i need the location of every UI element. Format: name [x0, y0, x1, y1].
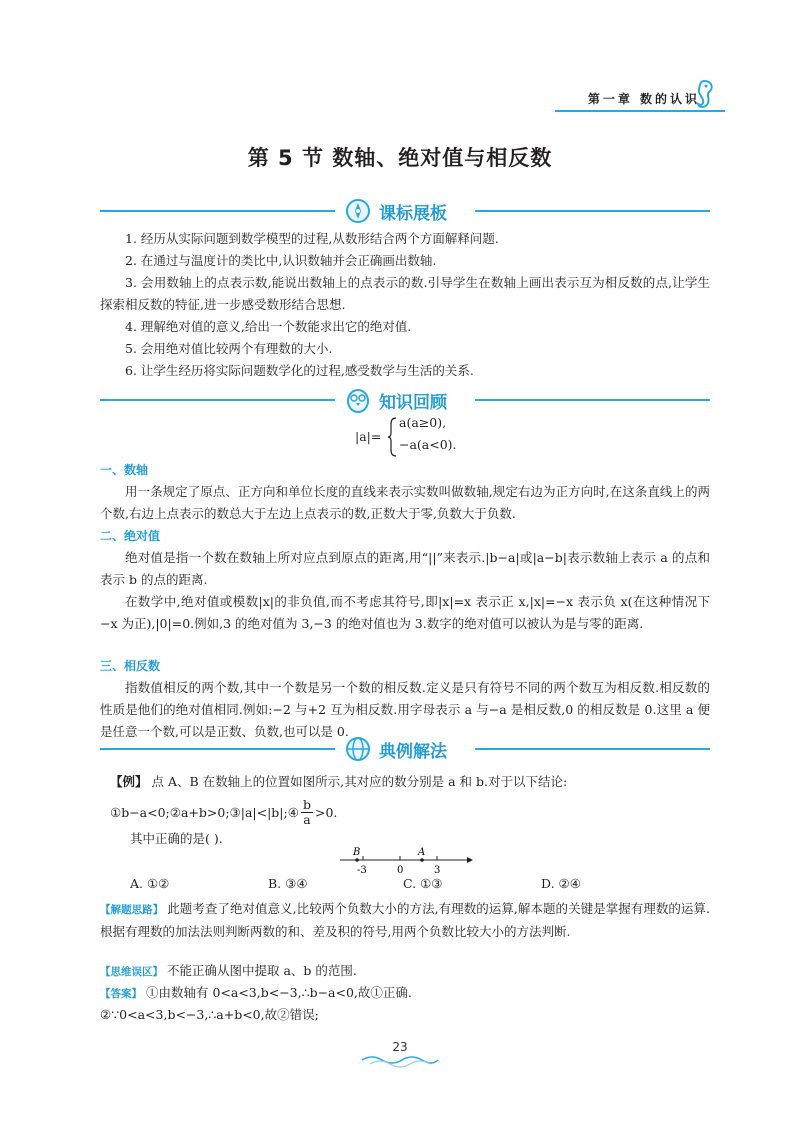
- formula-case1: a(a≥0),: [399, 415, 447, 430]
- point-a: [420, 858, 424, 862]
- section-divider-left: [100, 399, 335, 401]
- option-c: C. ①③: [403, 876, 443, 891]
- section-header-review: [100, 385, 710, 415]
- conclusions-text: ①b−a<0;②a+b>0;③|a|<|b|;④: [110, 805, 299, 820]
- section-header-standards: [100, 196, 710, 226]
- answer-step-2: ②∵0<a<3,b<−3,∴a+b<0,故②错误;: [100, 1007, 319, 1022]
- brace-icon: [387, 417, 397, 457]
- page-title: 第 5 节 数轴、绝对值与相反数: [247, 146, 553, 170]
- option-a: A. ①②: [130, 876, 170, 891]
- subheading-absolute-value: 二、绝对值: [100, 529, 161, 543]
- section-divider-left: [100, 210, 335, 212]
- standard-item: 6. 让学生经历将实际问题数学化的过程,感受数学与生活的关系.: [125, 363, 474, 378]
- tick-label: 3: [434, 865, 441, 876]
- paragraph-absolute-value: 绝对值是指一个数在数轴上所对应点到原点的距离,用“||”来表示.|b−a|或|a−b|表示数轴上表示 a 的点和表示 b 的点的距离.: [100, 550, 710, 587]
- example-text: 点 A、B 在数轴上的位置如图所示,其对应的数分别是 a 和 b.对于以下结论:: [151, 774, 568, 789]
- example-ask: 其中正确的是( ).: [130, 831, 223, 846]
- standard-item: 2. 在通过与温度计的类比中,认识数轴并会正确画出数轴.: [125, 253, 437, 268]
- section-header-examples: [100, 734, 710, 764]
- example-conclusions: [110, 798, 337, 827]
- formula-case2: −a(a<0).: [399, 437, 457, 452]
- fraction-numerator: b: [302, 797, 311, 812]
- standard-item: 4. 理解绝对值的意义,给出一个数能求出它的绝对值.: [125, 319, 412, 334]
- label-a: A: [418, 847, 426, 858]
- page-number-text: 23: [392, 1040, 408, 1054]
- answer-paragraph: [100, 982, 710, 1005]
- chapter-header: 第一章 数的认识: [587, 92, 700, 106]
- tag-misconception: 【思维误区】: [100, 966, 163, 978]
- number-line-figure: [335, 846, 475, 878]
- example-question: [110, 771, 710, 793]
- tag-answer: 【答案】: [100, 988, 142, 1000]
- compass-icon: [345, 198, 371, 224]
- tick-label: -3: [357, 865, 367, 876]
- misconception-text: 不能正确从图中提取 a、b 的范围.: [166, 963, 357, 978]
- conclusions-end: >0.: [314, 805, 338, 820]
- paragraph-number-line: 用一条规定了原点、正方向和单位长度的直线来表示实数叫做数轴,规定右边为正方向时,在这条直线上的两个数,右边上点表示的数总大于左边上点表示的数,正数大于零,负数大于负数.: [100, 484, 710, 521]
- section-divider-right: [475, 748, 710, 750]
- option-b: B. ③④: [268, 876, 308, 891]
- formula-lhs: |a|=: [355, 429, 382, 444]
- subheading-number-line: 一、数轴: [100, 463, 149, 477]
- section-title: [345, 196, 447, 226]
- standard-item: 1. 经历从实际问题到数学模型的过程,从数形结合两个方面解释问题.: [125, 231, 499, 246]
- answer-text: ①由数轴有 0<a<3,b<−3,∴b−a<0,故①正确.: [145, 985, 412, 1000]
- section-title-text: 课标展板: [379, 203, 447, 224]
- fraction-denominator: a: [303, 812, 311, 827]
- seahorse-icon: [690, 78, 718, 110]
- option-d: D. ②④: [541, 876, 581, 891]
- section-divider-left: [100, 748, 335, 750]
- header-divider: [555, 110, 725, 112]
- label-b: B: [353, 847, 361, 858]
- tick-label: 0: [397, 865, 404, 876]
- section-title-text: 典例解法: [379, 741, 447, 762]
- misconception-paragraph: [100, 960, 710, 983]
- subheading-opposite: 三、相反数: [100, 659, 161, 673]
- section-title: [345, 385, 447, 415]
- paragraph-modulus: 在数学中,绝对值或模数|x|的非负值,而不考虑其符号,即|x|=x 表示正 x,|x|=−x 表示负 x(在这种情况下−x 为正),|0|=0.例如,3 的绝对值为 3,−3 的绝对值也为 3.数字的绝对值可以被认为是与零的距离.: [100, 594, 710, 631]
- point-b: [355, 858, 359, 862]
- section-title: [345, 734, 447, 764]
- standard-item: 3. 会用数轴上的点表示数,能说出数轴上的点表示的数.引导学生在数轴上画出表示互为相反数的点,让学生探索相反数的特征,进一步感受数形结合思想.: [100, 275, 710, 312]
- owl-icon: [345, 387, 371, 413]
- fraction: [301, 798, 313, 827]
- analysis-paragraph: [100, 898, 710, 943]
- solution-idea-text: 此题考查了绝对值意义,比较两个负数大小的方法,有理数的运算,解本题的关键是掌握有理数的运算.根据有理数的加法法则判断两数的和、差及积的符号,用两个负数比较大小的方法判断.: [100, 901, 710, 939]
- example-label: 【例】: [110, 774, 148, 789]
- axis-arrow: [467, 857, 473, 863]
- standard-item: 5. 会用绝对值比较两个有理数的大小.: [125, 341, 333, 356]
- section-divider-right: [475, 210, 710, 212]
- section-divider-right: [475, 399, 710, 401]
- paragraph-opposite: 指数值相反的两个数,其中一个数是另一个数的相反数.定义是只有符号不同的两个数互为相反数.相反数的性质是他们的绝对值相同.例如:−2 与+2 互为相反数.用字母表示 a 与−a 是相反数,0 的相反数是 0.这里 a 便是任意一个数,可以是正数、负数,也可以是 0.: [100, 680, 710, 739]
- globe-icon: [345, 736, 371, 762]
- section-title-text: 知识回顾: [379, 392, 447, 413]
- tag-solution-idea: 【解题思路】: [100, 904, 164, 916]
- wave-icon: [360, 1052, 440, 1068]
